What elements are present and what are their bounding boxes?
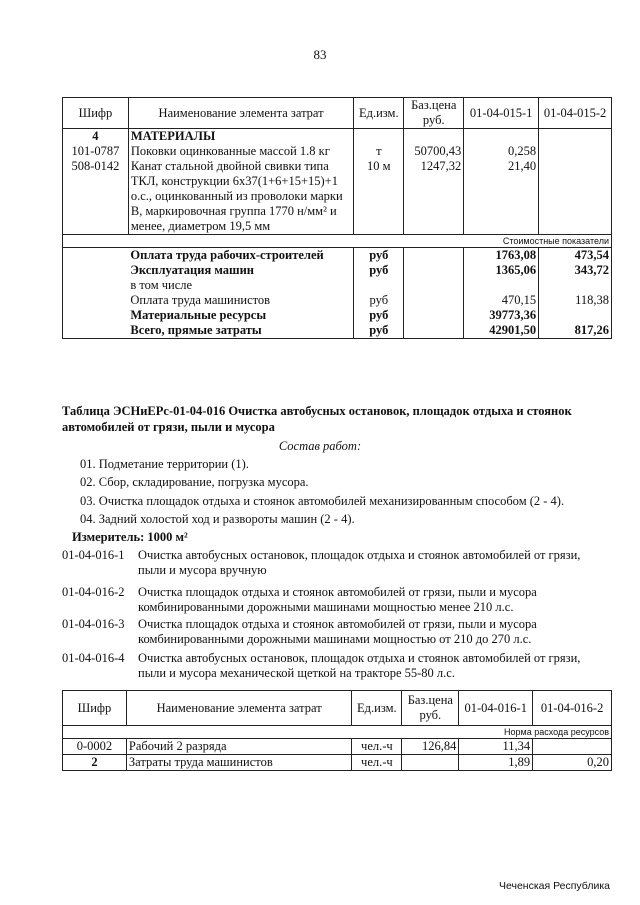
col-header: Баз.цена руб. xyxy=(402,691,459,726)
table-title-line-1: Таблица ЭСНиЕРс-01-04-016 Очистка автобусных остановок, площадок отдыха и стоянок xyxy=(62,404,572,418)
col-header: Шифр xyxy=(63,98,129,129)
row-value-2 xyxy=(539,159,612,235)
cost-unit: руб xyxy=(354,293,404,308)
row-price: 50700,43 xyxy=(404,144,464,159)
row-code: 2 xyxy=(63,755,127,771)
row-code: 0-0002 xyxy=(63,739,127,755)
row-unit: 10 м xyxy=(354,159,404,235)
code-number: 01-04-016-2 xyxy=(62,585,125,599)
row-price: 126,84 xyxy=(402,739,459,755)
table-header-row xyxy=(63,691,612,726)
subheader-row xyxy=(63,235,612,248)
table-row xyxy=(63,755,612,771)
code-description: Очистка площадок отдыха и стоянок автомобилей от грязи, пыли и мусора комбинированными дорожными машинами мощностью от 210 до 270 л.с. xyxy=(138,617,537,646)
table-row xyxy=(63,739,612,755)
row-price xyxy=(402,755,459,771)
cost-value-1: 1763,08 xyxy=(464,248,539,264)
cost-name: в том числе xyxy=(128,278,353,293)
row-code: 101-0787 xyxy=(63,144,129,159)
code-number: 01-04-016-4 xyxy=(62,651,125,665)
cost-unit: руб xyxy=(354,323,404,339)
cost-row xyxy=(63,293,612,308)
row-unit: т xyxy=(354,144,404,159)
work-item: 04. Задний холостой ход и развороты машин (2 - 4). xyxy=(80,512,355,526)
cost-row xyxy=(63,278,612,293)
row-value-2 xyxy=(539,144,612,159)
cost-row xyxy=(63,248,612,264)
measure-label: Измеритель: 1000 м² xyxy=(72,530,188,544)
cost-value-2 xyxy=(539,308,612,323)
table-header-row xyxy=(63,98,612,129)
code-description: Очистка автобусных остановок, площадок отдыха и стоянок автомобилей от грязи, пыли и мусора вручную xyxy=(138,548,581,577)
cost-name: Материальные ресурсы xyxy=(128,308,353,323)
cost-value-1: 1365,06 xyxy=(464,263,539,278)
cost-name: Оплата труда машинистов xyxy=(128,293,353,308)
work-item: 02. Сбор, складирование, погрузка мусора. xyxy=(80,475,309,489)
row-unit: чел.-ч xyxy=(352,755,402,771)
row-value-1: 21,40 xyxy=(464,159,539,235)
col-header: Ед.изм. xyxy=(354,98,404,129)
cost-unit: руб xyxy=(354,308,404,323)
code-description: Очистка площадок отдыха и стоянок автомобилей от грязи, пыли и мусора комбинированными дорожными машинами мощностью менее 210 л.с. xyxy=(138,585,537,614)
row-value-2 xyxy=(533,739,612,755)
page-number: 83 xyxy=(313,47,327,62)
section-row xyxy=(63,129,612,145)
col-header: Наименование элемента затрат xyxy=(126,691,351,726)
col-header: 01-04-015-1 xyxy=(464,98,539,129)
row-name: Рабочий 2 разряда xyxy=(126,739,351,755)
row-unit: чел.-ч xyxy=(352,739,402,755)
col-header: Наименование элемента затрат xyxy=(128,98,353,129)
cost-value-2: 118,38 xyxy=(539,293,612,308)
cost-value-1: 470,15 xyxy=(464,293,539,308)
resource-table-016 xyxy=(62,690,612,771)
row-value-1: 11,34 xyxy=(459,739,533,755)
row-name: Канат стальной двойной свивки типа ТКЛ, конструкции 6х37(1+6+15+15)+1 о.с., оцинкованный из проволоки марки В, маркировочная группа 1770 н/мм² и менее, диаметром 19,5 мм xyxy=(128,159,353,235)
work-heading: Состав работ: xyxy=(278,439,362,453)
col-header: Шифр xyxy=(63,691,127,726)
cost-unit: руб xyxy=(354,248,404,264)
table-title-line-2: автомобилей от грязи, пыли и мусора xyxy=(62,420,275,434)
subheader: Норма расхода ресурсов xyxy=(63,726,612,739)
cost-row xyxy=(63,308,612,323)
work-item: 03. Очистка площадок отдыха и стоянок автомобилей механизированным способом (2 - 4). xyxy=(80,494,565,508)
code-number: 01-04-016-1 xyxy=(62,548,125,562)
row-value-1: 0,258 xyxy=(464,144,539,159)
row-value-2: 0,20 xyxy=(533,755,612,771)
cost-value-2: 343,72 xyxy=(539,263,612,278)
cost-table-015 xyxy=(62,97,612,339)
table-row xyxy=(63,159,612,235)
cost-value-2: 817,26 xyxy=(539,323,612,339)
cost-name: Оплата труда рабочих-строителей xyxy=(128,248,353,264)
table-row xyxy=(63,144,612,159)
footer-region: Чеченская Республика xyxy=(499,880,610,892)
row-name: Затраты труда машинистов xyxy=(126,755,351,771)
row-value-1: 1,89 xyxy=(459,755,533,771)
code-number: 01-04-016-3 xyxy=(62,617,125,631)
cost-name: Всего, прямые затраты xyxy=(128,323,353,339)
cost-value-1: 39773,36 xyxy=(464,308,539,323)
col-header: 01-04-016-1 xyxy=(459,691,533,726)
work-item: 01. Подметание территории (1). xyxy=(80,457,249,471)
row-code: 508-0142 xyxy=(63,159,129,235)
cost-value-1: 42901,50 xyxy=(464,323,539,339)
row-price: 1247,32 xyxy=(404,159,464,235)
col-header: Ед.изм. xyxy=(352,691,402,726)
cost-row xyxy=(63,263,612,278)
code-description: Очистка автобусных остановок, площадок отдыха и стоянок автомобилей от грязи, пыли и мусора механической щеткой на тракторе 55-80 л.с. xyxy=(138,651,581,680)
cost-row xyxy=(63,323,612,339)
col-header: 01-04-015-2 xyxy=(539,98,612,129)
section-code: 4 xyxy=(63,129,129,145)
col-header: Баз.цена руб. xyxy=(404,98,464,129)
col-header: 01-04-016-2 xyxy=(533,691,612,726)
cost-value-2: 473,54 xyxy=(539,248,612,264)
row-name: Поковки оцинкованные массой 1.8 кг xyxy=(128,144,353,159)
cost-unit: руб xyxy=(354,263,404,278)
subheader-row xyxy=(63,726,612,739)
subheader: Стоимостные показатели xyxy=(63,235,612,248)
section-title: МАТЕРИАЛЫ xyxy=(128,129,353,145)
cost-name: Эксплуатация машин xyxy=(128,263,353,278)
